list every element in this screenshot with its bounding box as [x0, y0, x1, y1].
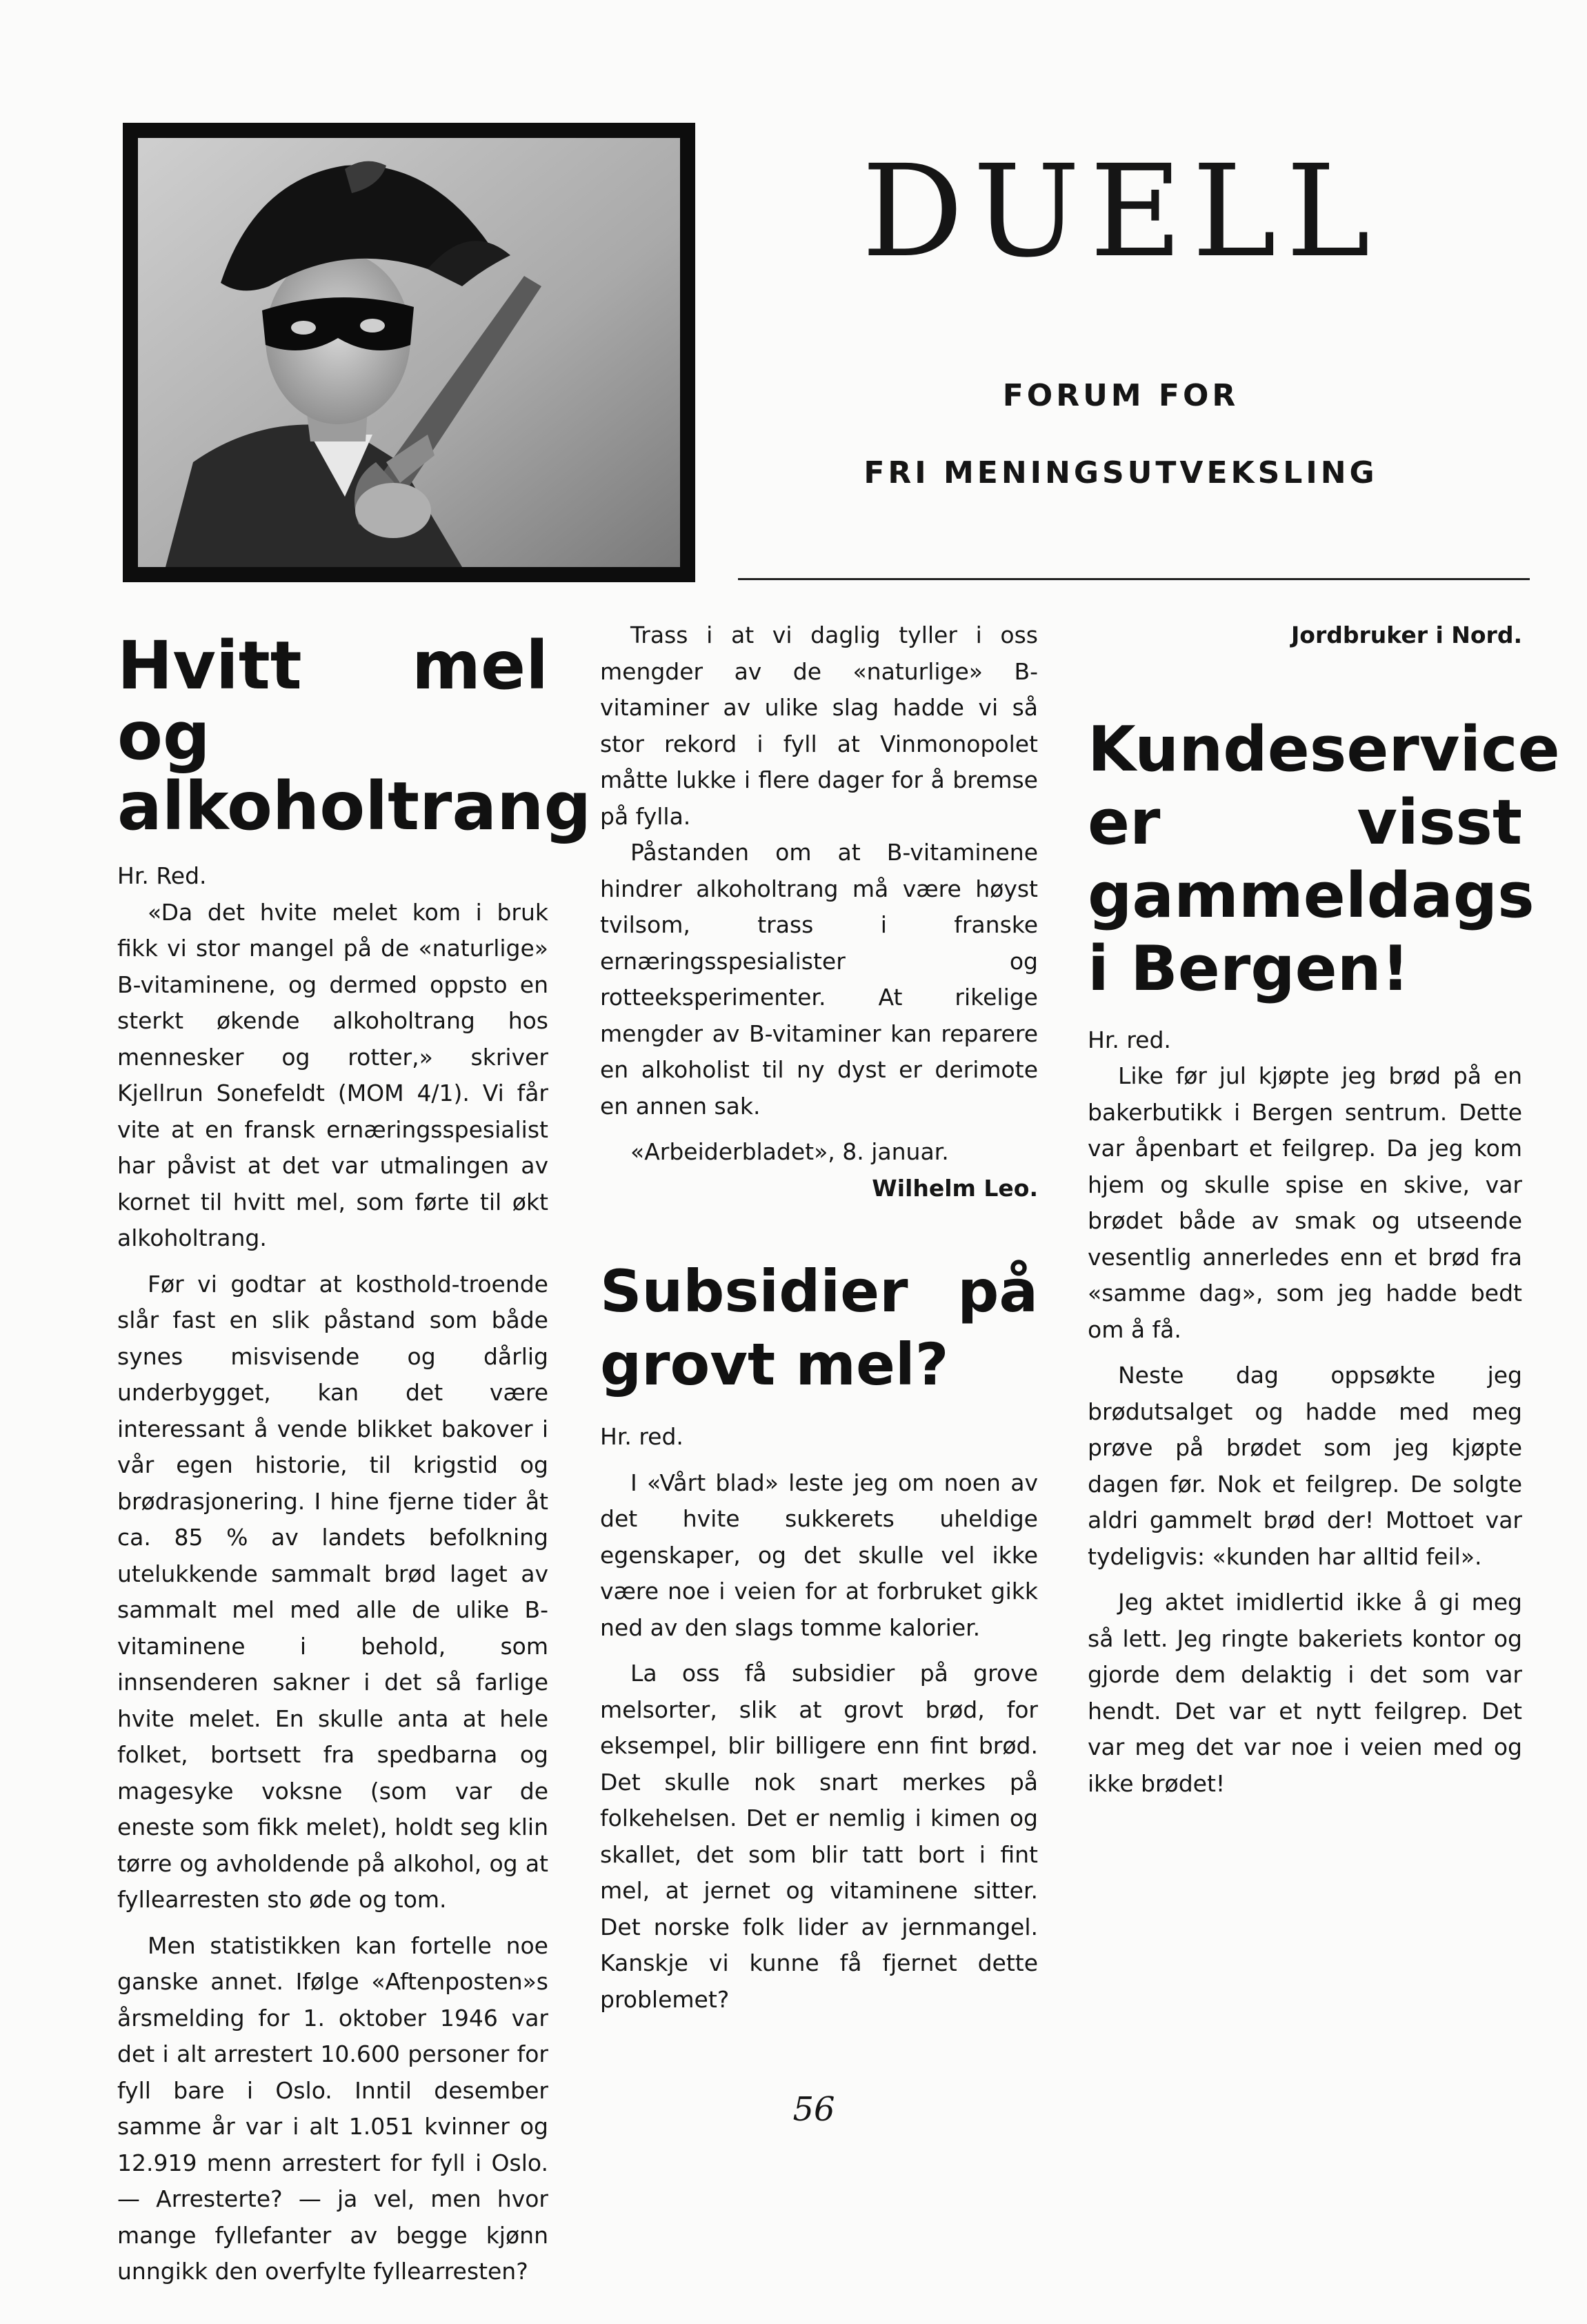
masked-man-photo	[123, 123, 695, 582]
article1-headline: Hvitt mel og alkoholtrang	[117, 627, 592, 845]
article1-signature: Wilhelm Leo.	[872, 1174, 1038, 1202]
article1-paragraph-2: Før vi godtar at kosthold-troende slår fast en slik påstand som både synes misvisende og dårlig underbygget, kan det være interessant å vende blikket bakover i vår egen historie, til krigstid og brødrasjonering. I hine fjerne tider åt ca. 85 % av landets befolkning utelukkende sammalt brød laget av sammalt mel med alle de ulike B-vitaminene i behold, som innsenderen sakner i det så farlige hvite melet. En skulle anta at hele folket, bortsett fra spedbarna og magesyke voksne (som var de eneste som fikk melet), holdt seg klin tørre og avholdende på alkohol, og at fyllearresten sto øde og tom.	[117, 1270, 548, 1913]
article2-salutation: Hr. red.	[600, 1423, 683, 1450]
article2-paragraph-1: I «Vårt blad» leste jeg om noen av det hvite sukkerets uheldige egenskaper, og det skulle vel ikke være noe i veien for at forbruket gikk ned av den slags tomme kalorier.	[600, 1469, 1038, 1641]
masked-duelist-illustration	[138, 138, 680, 567]
column-2	[600, 617, 1038, 2018]
article1-paragraph-4: Trass i at vi daglig tyller i oss mengder av de «naturlige» B-vitaminer av ulike slag hadde vi så stor rekord i fyll at Vinmonopolet måtte lukke i flere dager for å bremse på fylla.	[600, 622, 1038, 830]
article2-paragraph-2: La oss få subsidier på grove melsorter, slik at grovt brød, for eksempel, blir billigere enn fint brød. Det skulle nok snart merkes på folkehelsen. Det er nemlig i kimen og skallet, det som blir tatt bort i fint mel, at jernet og vitaminene sitter. Det norske folk lider av jernmangel. Kanskje vi kunne få fjernet dette problemet?	[600, 1660, 1038, 2013]
masthead-divider	[738, 578, 1530, 580]
article3-paragraph-2: Neste dag oppsøkte jeg brødutsalget og hadde med meg prøve på brødet som jeg kjøpte dagen før. Nok et feilgrep. De solgte aldri gammelt brød der! Mottoet var tydeligvis: «kunden har alltid feil».	[1088, 1362, 1522, 1570]
article1-salutation: Hr. Red.	[117, 862, 207, 889]
article1-paragraph-1: «Da det hvite melet kom i bruk fikk vi stor mangel på de «naturlige» B-vitaminene, og dermed oppsto en sterkt økende alkoholtrang hos mennesker og rotter,» skriver Kjellrun Sonefeldt (MOM 4/1). Vi får vite at en fransk ernæringsspesialist har påvist at det var utmalingen av kornet til hvitt mel, som førte til økt alkoholtrang.	[117, 898, 548, 1251]
article1-paragraph-3: Men statistikken kan fortelle noe ganske annet. Ifølge «Aftenposten»s årsmelding for 1. oktober 1946 var det i alt arrestert 10.600 personer for fyll bare i Oslo. Inntil desember samme år var i alt 1.051 kvinner og 12.919 menn arrestert for fyll i Oslo. — Arresterte? — ja vel, men hvor mange fyllefanter av begge kjønn unngikk den overfylte fyllearresten?	[117, 1931, 548, 2285]
article2-headline: Subsidier på grovt mel?	[600, 1258, 1038, 1398]
article1-paragraph-5: Påstanden om at B-vitaminene hindrer alkoholtrang må være høyst tvilsom, trass i franske ernæringsspesialister og rotteeksperimenter. At rikelige mengder av B-vitaminer kan reparere en alkoholist til ny dyst er derimote en annen sak.	[600, 839, 1038, 1120]
masthead-title: DUELL	[861, 138, 1380, 286]
column-3	[1088, 617, 1560, 1802]
article3-headline: Kundeservice er visst gammeldags i Bergen!	[1088, 713, 1560, 1005]
article2-signature: Jordbruker i Nord.	[1291, 622, 1522, 648]
column-1	[117, 621, 592, 2290]
article1-source: «Arbeiderbladet», 8. januar.	[630, 1138, 949, 1165]
article3-salutation: Hr. red.	[1088, 1026, 1171, 1053]
article3-paragraph-1: Like før jul kjøpte jeg brød på en bakerbutikk i Bergen sentrum. Dette var åpenbart et feilgrep. Da jeg kom hjem og skulle spise en skive, var brødet både av smak og utseende vesentlig annerledes enn et brød fra «samme dag», som jeg hadde bedt om å få.	[1088, 1062, 1522, 1343]
article3-paragraph-3: Jeg aktet imidlertid ikke å gi meg så lett. Jeg ringte bakeriets kontor og gjorde dem delaktig i det som var hendt. Det var et nytt feilgrep. Det var meg det var noe i veien med og ikke brødet!	[1088, 1589, 1522, 1797]
masthead-subtitle-line2: FRI MENINGSUTVEKSLING	[864, 455, 1378, 490]
page-number: 56	[792, 2090, 835, 2129]
masthead-subtitle-line1: FORUM FOR	[1002, 378, 1239, 413]
